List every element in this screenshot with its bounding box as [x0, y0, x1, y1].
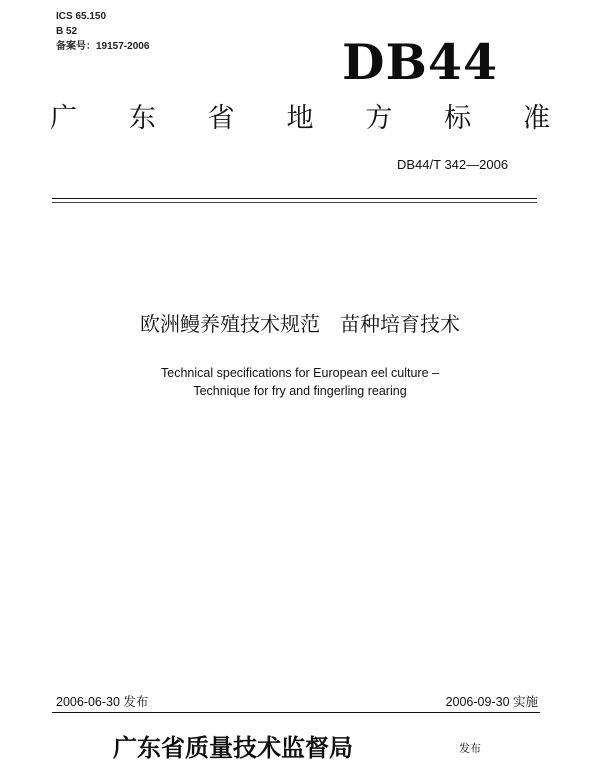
- title-english-line-2: Technique for fry and fingerling rearing: [193, 384, 407, 398]
- issuing-authority: 广东省质量技术监督局: [113, 733, 353, 762]
- record-number: 备案号：19157-2006: [56, 41, 150, 52]
- db-logo: DB44: [342, 33, 499, 91]
- standard-type-char: 地: [286, 103, 314, 134]
- standard-type-char: 东: [128, 103, 156, 134]
- standard-type-char: 广: [50, 103, 77, 134]
- standard-type-heading: [50, 102, 550, 136]
- issuing-authority-suffix: 发布: [459, 742, 481, 755]
- issue-date: 2006-06-30 发布: [56, 695, 149, 709]
- implementation-date: 2006-09-30 实施: [445, 695, 538, 709]
- classification-code: B 52: [56, 26, 78, 37]
- title-chinese: 欧洲鳗养殖技术规范 苗种培育技术: [140, 312, 460, 336]
- date-divider: [52, 712, 540, 713]
- standard-type-char: 省: [207, 103, 235, 134]
- standard-number: DB44/T 342—2006: [397, 157, 509, 172]
- standard-type-char: 方: [365, 103, 393, 134]
- header-divider-bottom: [52, 202, 537, 203]
- header-divider-top: [52, 198, 537, 199]
- ics-code: ICS 65.150: [56, 11, 107, 22]
- standard-type-char: 标: [444, 103, 472, 134]
- standard-type-char: 准: [522, 103, 550, 134]
- title-english-line-1: Technical specifications for European eel culture –: [161, 366, 439, 380]
